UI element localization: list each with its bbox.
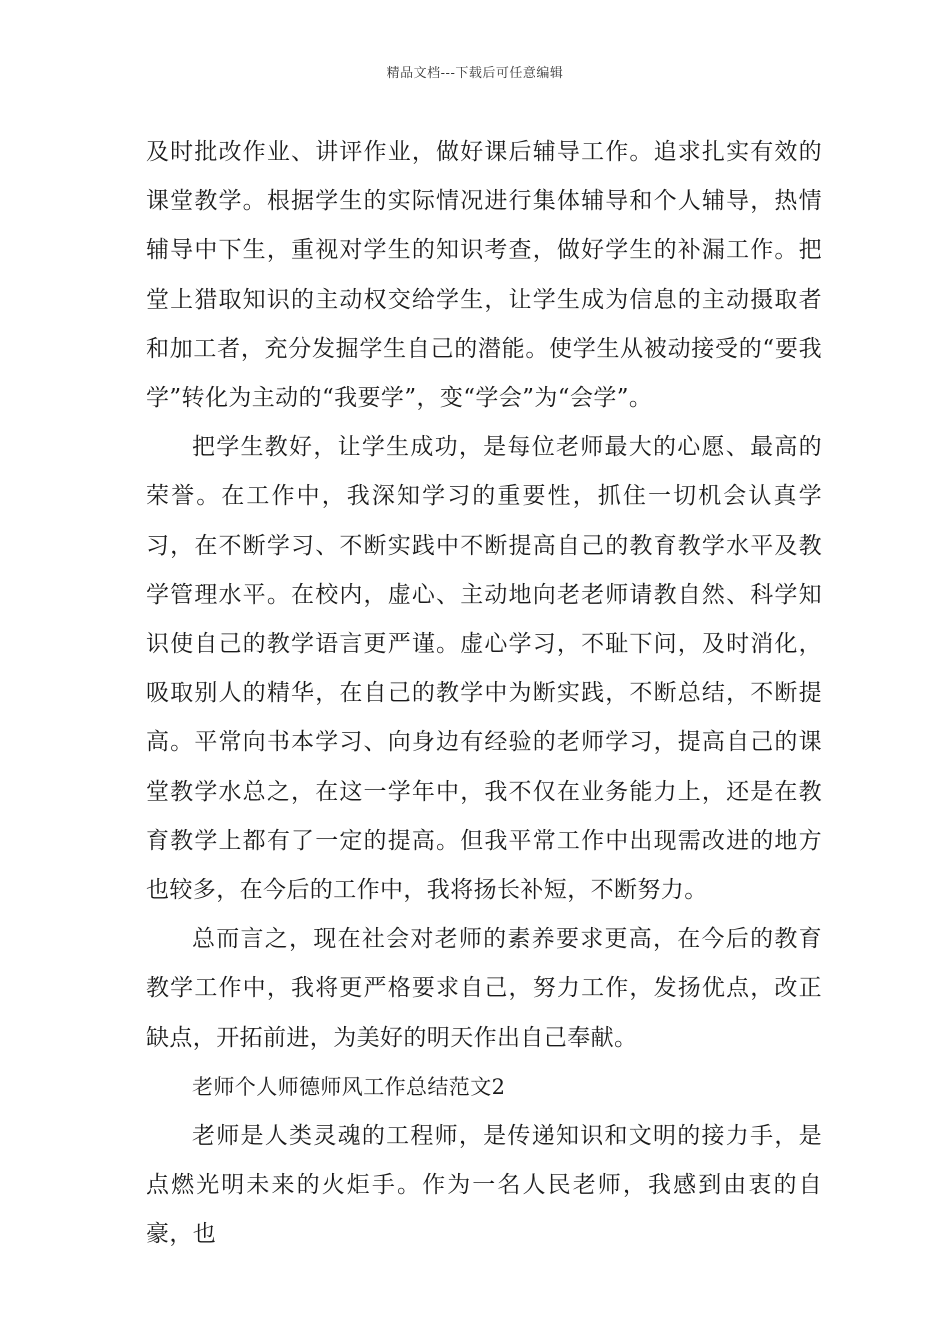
paragraph-1: 及时批改作业、讲评作业，做好课后辅导工作。追求扎实有效的课堂教学。根据学生的实际情况进行集体辅导和个人辅导，热情辅导中下生，重视对学生的知识考查，做好学生的补漏工作。把堂上猎取知识的主动权交给学生，让学生成为信息的主动摄取者和加工者，充分发掘学生自己的潜能。使学生从被动接受的“要我学”转化为主动的“我要学”，变“学会”为“会学”。 [146,139,822,412]
paragraph-3: 总而言之，现在社会对老师的素养要求更高，在今后的教育教学工作中，我将更严格要求自己，努力工作，发扬优点，改正缺点，开拓前进，为美好的明天作出自己奉献。 [146,926,822,1051]
document-body [146,128,822,1260]
paragraph-4: 老师是人类灵魂的工程师，是传递知识和文明的接力手，是点燃光明未来的火炬手。作为一名人民老师，我感到由衷的自豪，也 [146,1123,822,1248]
page-header: 精品文档---下载后可任意编辑 [386,66,564,81]
section-heading: 老师个人师德师风工作总结范文2 [192,1074,506,1099]
paragraph-2: 把学生教好，让学生成功，是每位老师最大的心愿、最高的荣誉。在工作中，我深知学习的重要性，抓住一切机会认真学习，在不断学习、不断实践中不断提高自己的教育教学水平及教学管理水平。在校内，虚心、主动地向老老师请教自然、科学知识使自己的教学语言更严谨。虚心学习，不耻下问，及时消化，吸取别人的精华，在自己的教学中为断实践，不断总结，不断提高。平常向书本学习、向身边有经验的老师学习，提高自己的课堂教学水总之，在这一学年中，我不仅在业务能力上，还是在教育教学上都有了一定的提高。但我平常工作中出现需改进的地方也较多，在今后的工作中，我将扬长补短，不断努力。 [146,434,822,904]
